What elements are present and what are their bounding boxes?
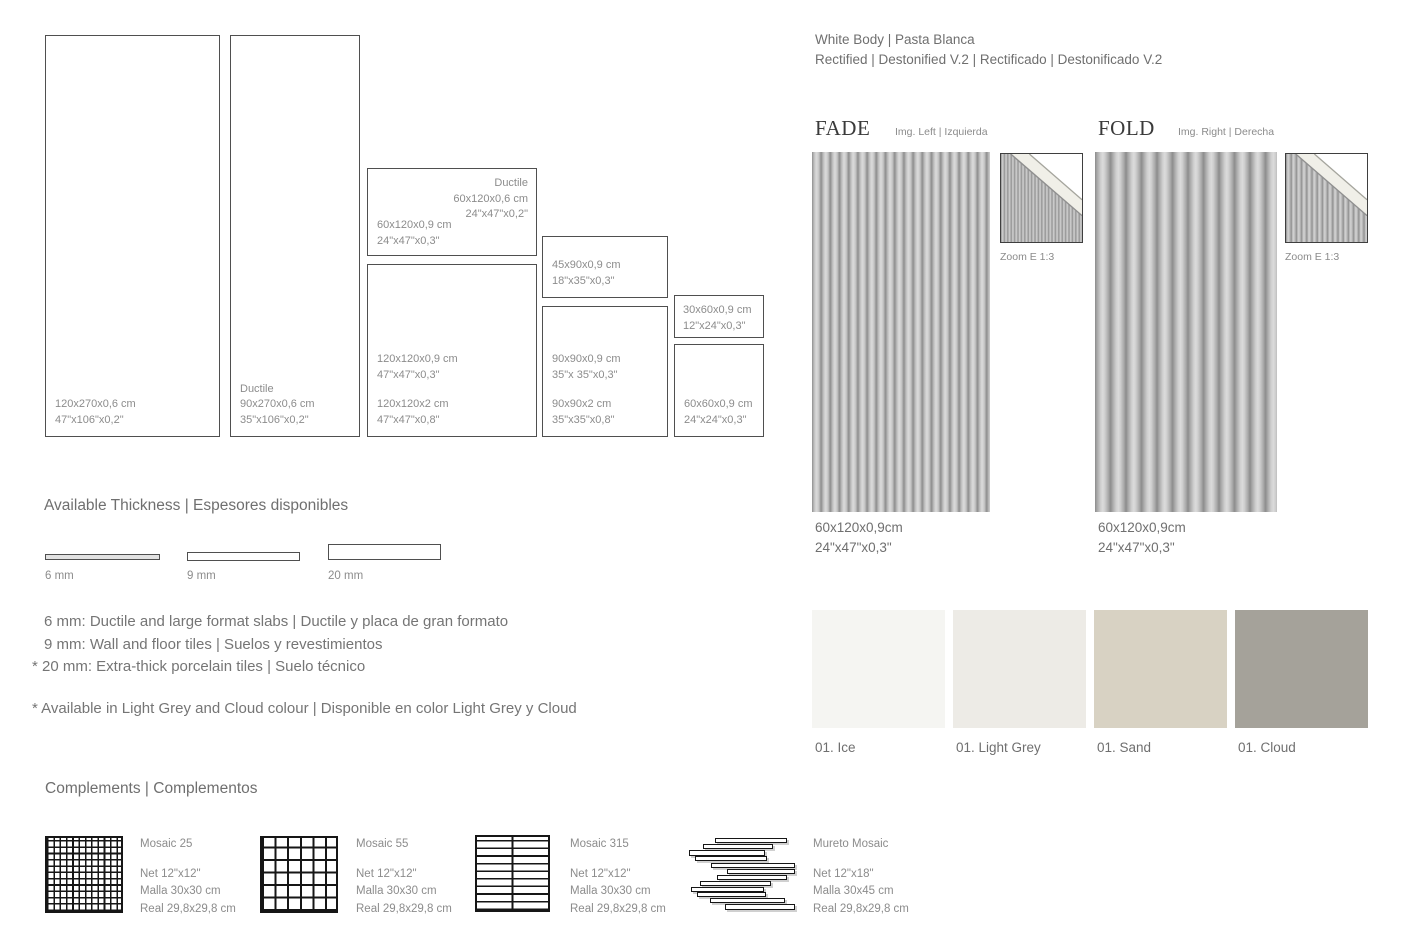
complement-malla: Malla 30x30 cm xyxy=(570,885,651,897)
format-size-cm: 90x90x0,9 cm xyxy=(552,353,621,365)
fade-zoom-label: Zoom E 1:3 xyxy=(1000,251,1055,263)
complement-item-mureto-mosaic xyxy=(813,836,909,918)
format-size-in: 24"x47"x0,3" xyxy=(377,234,440,247)
product-header xyxy=(815,30,1162,70)
format-size-cm: 60x120x0,6 cm xyxy=(453,192,528,205)
format-size-cm: 45x90x0,9 cm xyxy=(552,259,621,271)
thickness-bar-label: 9 mm xyxy=(187,570,216,582)
thickness-section-title: Available Thickness | Espesores disponibles xyxy=(44,497,349,514)
complement-name: Mureto Mosaic xyxy=(813,838,889,850)
mureto-mosaic-graphic xyxy=(688,835,803,915)
swatch-label-ice: 01. Ice xyxy=(815,740,856,755)
format-size-cm: 120x120x0,9 cm xyxy=(377,353,458,365)
mureto-strip xyxy=(727,869,795,874)
fade-zoom-inset xyxy=(1000,153,1083,243)
fold-size-cm: 60x120x0,9cm xyxy=(1098,520,1186,535)
fade-size-cm: 60x120x0,9cm xyxy=(815,520,903,535)
format-size-cm: 120x270x0,6 cm xyxy=(55,398,136,410)
format-size-cm: 60x120x0,9 cm xyxy=(377,219,452,231)
complement-net: Net 12"x12" xyxy=(356,867,417,880)
format-label-45x90 xyxy=(552,258,620,289)
mureto-strip xyxy=(703,844,773,849)
fold-image-note: Img. Right | Derecha xyxy=(1178,126,1275,138)
fade-tile-image xyxy=(812,152,990,512)
swatch-label-light-grey: 01. Light Grey xyxy=(956,740,1041,755)
format-size-in: 35"x106"x0,2" xyxy=(240,413,309,426)
format-size-in: 24"x24"x0,3" xyxy=(684,413,747,426)
mureto-strip xyxy=(710,898,785,903)
complement-malla: Malla 30x30 cm xyxy=(140,885,221,897)
swatch-label-cloud: 01. Cloud xyxy=(1238,740,1296,755)
thickness-bar-6mm xyxy=(45,554,160,560)
format-size-cm: 30x60x0,9 cm xyxy=(683,304,752,316)
format-size-in: 47"x106"x0,2" xyxy=(55,413,124,426)
format-label-90x270 xyxy=(240,382,315,429)
format-box-45x90 xyxy=(542,236,668,298)
complement-real: Real 29,8x29,8 cm xyxy=(570,902,666,915)
zoom-inset-diagonal-graphic xyxy=(1286,154,1367,242)
format-size-in: 18"x35"x0,3" xyxy=(552,274,615,287)
format-size-in: 12"x24"x0,3" xyxy=(683,319,746,332)
fold-size-in: 24"x47"x0,3" xyxy=(1098,539,1175,555)
complements-section-title: Complements | Complementos xyxy=(45,780,258,797)
thickness-bar-label: 6 mm xyxy=(45,570,74,582)
color-swatch-ice xyxy=(812,610,945,728)
format-ductile-tag: Ductile xyxy=(240,382,274,395)
finish-type-line: Rectified | Destonified V.2 | Rectificado | Destonificado V.2 xyxy=(815,52,1163,67)
product-name-fade: FADE xyxy=(815,116,871,140)
format-label-60x120-ductile xyxy=(453,176,528,223)
swatch-label-sand: 01. Sand xyxy=(1097,740,1152,755)
color-swatch-sand xyxy=(1094,610,1227,728)
fade-size-caption xyxy=(815,518,903,557)
thickness-footnote: * Available in Light Grey and Cloud colour | Disponible en color Light Grey y Cloud xyxy=(32,700,577,717)
mureto-strip xyxy=(711,863,795,868)
complement-name: Mosaic 55 xyxy=(356,838,409,850)
mureto-strip xyxy=(700,881,771,886)
format-box-120x270 xyxy=(45,35,220,437)
format-box-30x60 xyxy=(674,295,764,338)
color-swatch-cloud xyxy=(1235,610,1368,728)
mureto-strip xyxy=(725,904,795,910)
thickness-bar-20mm xyxy=(328,544,441,560)
format-label-120x120 xyxy=(377,352,458,428)
format-box-90x90 xyxy=(542,306,668,437)
format-size-in: 47"x47"x0,8" xyxy=(377,413,440,426)
complement-net: Net 12"x12" xyxy=(570,867,631,880)
fade-image-note: Img. Left | Izquierda xyxy=(895,126,988,138)
body-type-line: White Body | Pasta Blanca xyxy=(815,32,975,47)
thickness-note: 9 mm: Wall and floor tiles | Suelos y revestimientos xyxy=(44,635,383,653)
fold-zoom-inset xyxy=(1285,153,1368,243)
thickness-note: 6 mm: Ductile and large format slabs | Ductile y placa de gran formato xyxy=(44,613,509,630)
complement-net: Net 12"x18" xyxy=(813,867,874,880)
format-size-cm: 60x60x0,9 cm xyxy=(684,398,753,410)
mureto-strip xyxy=(695,856,767,861)
complement-real: Real 29,8x29,8 cm xyxy=(813,902,909,915)
complement-item-mosaic-315 xyxy=(570,836,666,918)
format-label-30x60 xyxy=(683,303,751,334)
complement-malla: Malla 30x30 cm xyxy=(356,885,437,897)
format-ductile-tag: Ductile xyxy=(494,177,528,189)
format-size-cm: 120x120x2 cm xyxy=(377,398,449,410)
format-label-90x90 xyxy=(552,352,620,428)
format-size-cm: 90x270x0,6 cm xyxy=(240,398,315,410)
fold-size-caption xyxy=(1098,518,1186,557)
fold-zoom-label: Zoom E 1:3 xyxy=(1285,251,1340,263)
product-name-fold: FOLD xyxy=(1098,116,1155,140)
mureto-strip xyxy=(697,892,766,897)
format-label-120x270 xyxy=(55,397,136,428)
complement-real: Real 29,8x29,8 cm xyxy=(140,902,236,915)
zoom-inset-diagonal-graphic xyxy=(1001,154,1082,242)
complement-item-mosaic-25 xyxy=(140,836,236,918)
thickness-notes xyxy=(32,611,508,679)
thickness-note: * 20 mm: Extra-thick porcelain tiles | Suelo técnico xyxy=(32,658,366,675)
mosaic-55-grid-graphic xyxy=(260,836,338,913)
mosaic-315-grid-graphic xyxy=(475,835,550,912)
complement-name: Mosaic 25 xyxy=(140,838,193,850)
format-size-cm: 90x90x2 cm xyxy=(552,398,612,410)
format-box-60x120 xyxy=(367,168,537,256)
complement-real: Real 29,8x29,8 cm xyxy=(356,902,452,915)
format-label-60x60 xyxy=(684,397,752,428)
complement-malla: Malla 30x45 cm xyxy=(813,885,894,897)
complement-net: Net 12"x12" xyxy=(140,867,201,880)
format-label-60x120 xyxy=(377,218,452,249)
format-box-60x60 xyxy=(674,344,764,437)
format-size-in: 47"x47"x0,3" xyxy=(377,368,440,381)
mureto-strip xyxy=(717,875,787,880)
format-box-120x120 xyxy=(367,264,537,437)
format-size-in: 35"x 35"x0,3" xyxy=(552,368,618,381)
complement-name: Mosaic 315 xyxy=(570,838,629,850)
fold-tile-image xyxy=(1095,152,1277,512)
mureto-strip xyxy=(715,838,787,843)
format-box-90x270 xyxy=(230,35,360,437)
thickness-bar-label: 20 mm xyxy=(328,570,364,582)
format-size-in: 24"x47"x0,2" xyxy=(465,208,528,220)
format-size-in: 35"x35"x0,8" xyxy=(552,413,615,426)
fade-size-in: 24"x47"x0,3" xyxy=(815,539,892,555)
color-swatch-light-grey xyxy=(953,610,1086,728)
complement-item-mosaic-55 xyxy=(356,836,452,918)
thickness-bar-9mm xyxy=(187,552,300,561)
mosaic-25-grid-graphic xyxy=(45,836,123,913)
